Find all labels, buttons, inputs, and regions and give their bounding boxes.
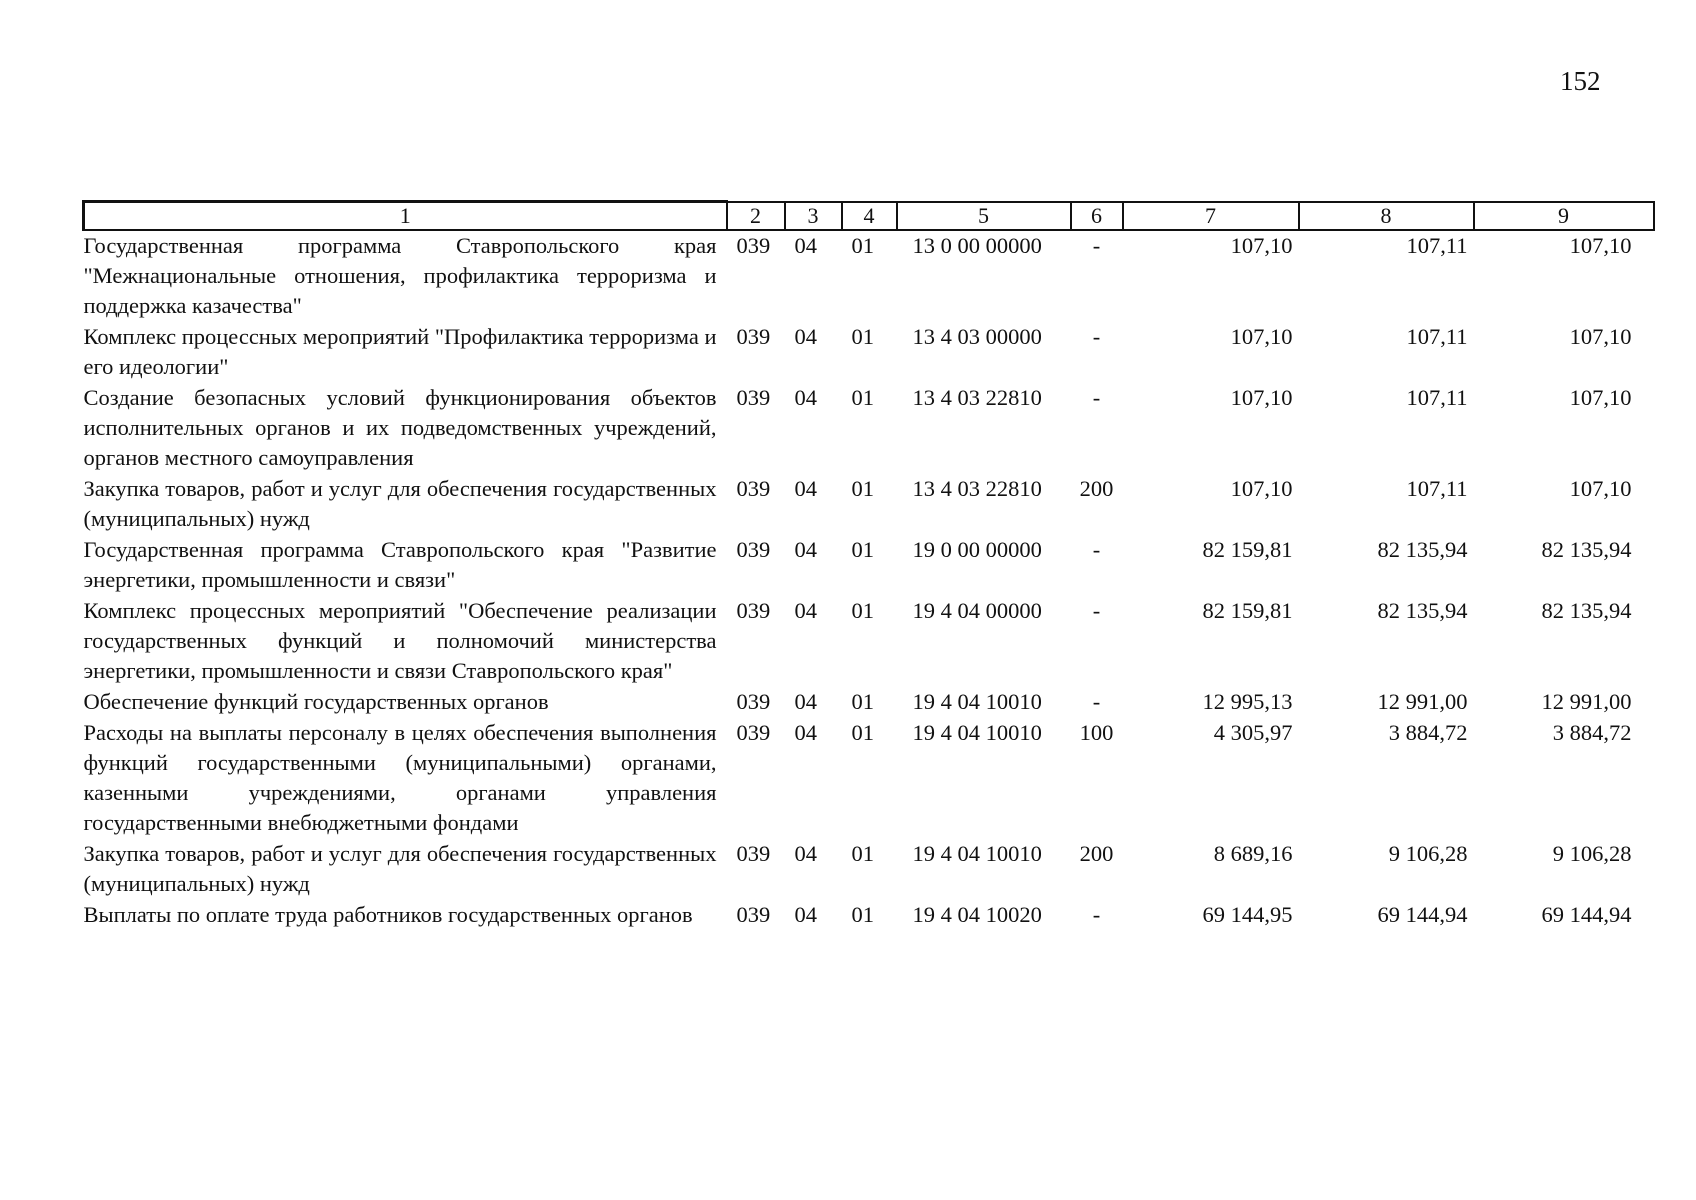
subsection-code-cell: 01 [851,324,874,349]
amount-col8-cell: 107,11 [1406,385,1468,410]
section-code-cell: 04 [794,841,817,866]
column-header-8: 8 [1299,202,1474,231]
expense-type-cell: - [1092,233,1101,258]
budget-table-container [82,200,1652,931]
row-name-cell: Закупка товаров, работ и услуг для обеспечения государственных (муниципальных) нужд [83,841,717,896]
amount-col8-cell: 107,11 [1406,233,1468,258]
amount-col9-cell: 82 135,94 [1541,537,1632,562]
table-row [84,900,1654,931]
target-article-cell: 13 4 03 00000 [912,324,1042,349]
section-code-cell: 04 [794,385,817,410]
target-article-cell: 13 0 00 00000 [912,233,1042,258]
amount-col8-cell: 107,11 [1406,324,1468,349]
subsection-code-cell: 01 [851,902,874,927]
amount-col9-cell: 82 135,94 [1541,598,1632,623]
column-header-9: 9 [1474,202,1654,231]
column-header-5: 5 [897,202,1071,231]
expense-type-cell: - [1092,324,1101,349]
amount-col7-cell: 107,10 [1230,233,1293,258]
amount-col9-cell: 69 144,94 [1541,902,1632,927]
section-code-cell: 04 [794,598,817,623]
amount-col8-cell: 9 106,28 [1388,841,1468,866]
target-article-cell: 19 0 00 00000 [912,537,1042,562]
admin-code-cell: 039 [736,902,771,927]
amount-col8-cell: 107,11 [1406,476,1468,501]
table-row [84,718,1654,839]
admin-code-cell: 039 [736,324,771,349]
column-header-7: 7 [1123,202,1299,231]
admin-code-cell: 039 [736,598,771,623]
amount-col7-cell: 107,10 [1230,324,1293,349]
table-body [84,230,1654,931]
row-name-cell: Создание безопасных условий функционирования объектов исполнительных органов и их подведомственных учреждений, органов местного самоуправления [83,385,717,470]
target-article-cell: 19 4 04 10020 [912,902,1042,927]
table-row [84,535,1654,596]
target-article-cell: 13 4 03 22810 [912,385,1042,410]
admin-code-cell: 039 [736,537,771,562]
column-header-4: 4 [842,202,897,231]
subsection-code-cell: 01 [851,841,874,866]
expense-type-cell: - [1092,385,1101,410]
amount-col7-cell: 8 689,16 [1213,841,1293,866]
table-row [84,839,1654,900]
amount-col8-cell: 82 135,94 [1377,598,1468,623]
section-code-cell: 04 [794,324,817,349]
expense-type-cell: - [1092,902,1101,927]
subsection-code-cell: 01 [851,385,874,410]
subsection-code-cell: 01 [851,598,874,623]
expense-type-cell: - [1092,537,1101,562]
subsection-code-cell: 01 [851,233,874,258]
page-number: 152 [1560,66,1601,96]
budget-table [82,200,1655,931]
amount-col9-cell: 9 106,28 [1552,841,1632,866]
expense-type-cell: 200 [1079,476,1114,501]
admin-code-cell: 039 [736,233,771,258]
amount-col7-cell: 12 995,13 [1202,689,1293,714]
target-article-cell: 19 4 04 10010 [912,720,1042,745]
subsection-code-cell: 01 [851,476,874,501]
amount-col7-cell: 107,10 [1230,385,1293,410]
amount-col9-cell: 3 884,72 [1552,720,1632,745]
target-article-cell: 13 4 03 22810 [912,476,1042,501]
admin-code-cell: 039 [736,385,771,410]
expense-type-cell: - [1092,598,1101,623]
section-code-cell: 04 [794,902,817,927]
section-code-cell: 04 [794,689,817,714]
target-article-cell: 19 4 04 10010 [912,841,1042,866]
subsection-code-cell: 01 [851,689,874,714]
amount-col9-cell: 107,10 [1569,233,1632,258]
table-row [84,596,1654,687]
amount-col7-cell: 82 159,81 [1202,598,1293,623]
amount-col8-cell: 12 991,00 [1377,689,1468,714]
row-name-cell: Государственная программа Ставропольского края "Межнациональные отношения, профилактика терроризма и поддержка казачества" [83,233,717,318]
subsection-code-cell: 01 [851,720,874,745]
row-name-cell: Закупка товаров, работ и услуг для обеспечения государственных (муниципальных) нужд [83,476,717,531]
target-article-cell: 19 4 04 10010 [912,689,1042,714]
table-row [84,474,1654,535]
table-row [84,687,1654,718]
table-row [84,383,1654,474]
amount-col7-cell: 4 305,97 [1213,720,1293,745]
section-code-cell: 04 [794,720,817,745]
expense-type-cell: 100 [1079,720,1114,745]
table-row [84,230,1654,322]
amount-col9-cell: 107,10 [1569,324,1632,349]
expense-type-cell: 200 [1079,841,1114,866]
column-header-3: 3 [785,202,842,231]
amount-col7-cell: 107,10 [1230,476,1293,501]
amount-col8-cell: 82 135,94 [1377,537,1468,562]
amount-col7-cell: 69 144,95 [1202,902,1293,927]
section-code-cell: 04 [794,476,817,501]
row-name-cell: Выплаты по оплате труда работников государственных органов [83,902,693,927]
amount-col7-cell: 82 159,81 [1202,537,1293,562]
table-header-row [84,202,1654,231]
admin-code-cell: 039 [736,720,771,745]
amount-col9-cell: 107,10 [1569,385,1632,410]
admin-code-cell: 039 [736,689,771,714]
amount-col9-cell: 107,10 [1569,476,1632,501]
section-code-cell: 04 [794,233,817,258]
section-code-cell: 04 [794,537,817,562]
amount-col8-cell: 69 144,94 [1377,902,1468,927]
row-name-cell: Комплекс процессных мероприятий "Обеспечение реализации государственных функций и полномочий министерства энергетики, промышленности и связи Ставропольского края" [83,598,717,683]
table-row [84,322,1654,383]
column-header-2: 2 [727,202,785,231]
amount-col9-cell: 12 991,00 [1541,689,1632,714]
admin-code-cell: 039 [736,476,771,501]
amount-col8-cell: 3 884,72 [1388,720,1468,745]
column-header-1: 1 [84,202,727,231]
row-name-cell: Расходы на выплаты персоналу в целях обеспечения выполнения функций государственными (муниципальными) органами, казенными учреждениями, органами управления государственными внебюджетными фондами [83,720,717,835]
target-article-cell: 19 4 04 00000 [912,598,1042,623]
subsection-code-cell: 01 [851,537,874,562]
row-name-cell: Комплекс процессных мероприятий "Профилактика терроризма и его идеологии" [83,324,717,379]
column-header-6: 6 [1071,202,1123,231]
row-name-cell: Государственная программа Ставропольского края "Развитие энергетики, промышленности и связи" [83,537,717,592]
admin-code-cell: 039 [736,841,771,866]
row-name-cell: Обеспечение функций государственных органов [83,689,549,714]
expense-type-cell: - [1092,689,1101,714]
